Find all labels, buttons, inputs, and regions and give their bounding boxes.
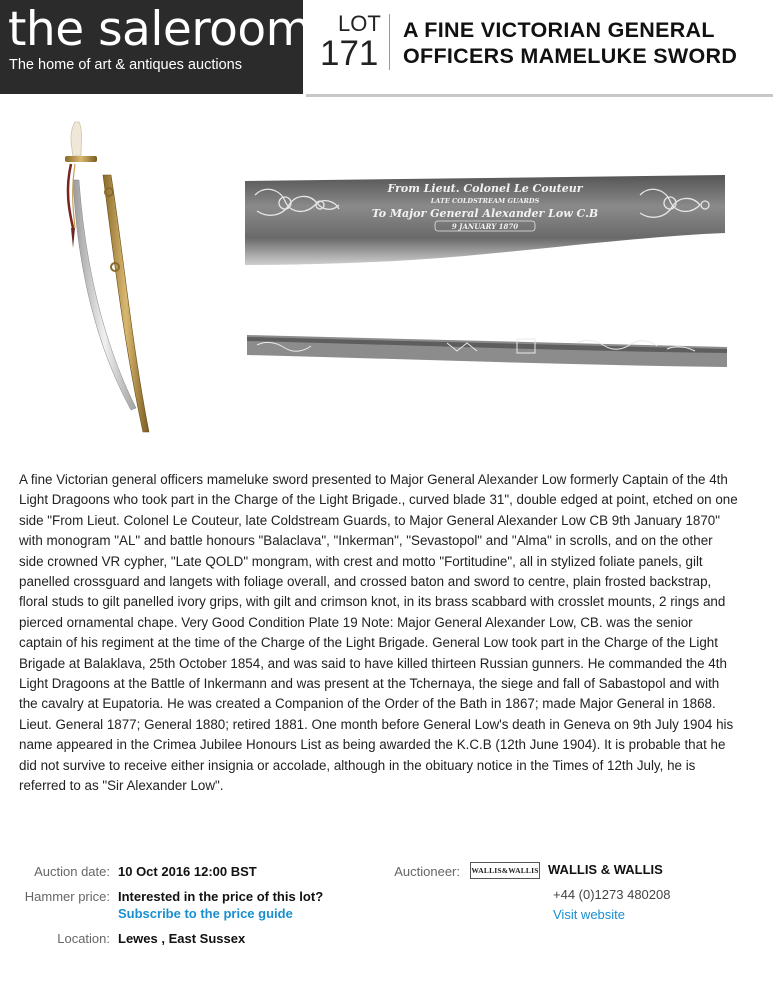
auctioneer-name: WALLIS & WALLIS — [548, 862, 663, 877]
subscribe-price-guide-link[interactable]: Subscribe to the price guide — [118, 906, 293, 921]
blade-inscription-line1: From Lieut. Colonel Le Couteur — [387, 182, 583, 195]
hammer-price-label: Hammer price: — [24, 889, 110, 904]
auctioneer-phone: +44 (0)1273 480208 — [553, 887, 671, 902]
lot-info — [0, 858, 773, 958]
auctioneer-label: Auctioneer: — [394, 864, 460, 879]
logo-title: the saleroom — [8, 2, 311, 57]
lot-divider — [389, 14, 390, 70]
lot-images — [0, 100, 773, 450]
visit-website-link[interactable]: Visit website — [553, 907, 626, 922]
location-value: Lewes , East Sussex — [118, 931, 246, 946]
auction-date-value: 10 Oct 2016 12:00 BST — [118, 864, 257, 879]
page-header — [0, 0, 773, 95]
logo-tagline: The home of art & antiques auctions — [9, 57, 242, 73]
blade-reverse-photo[interactable] — [247, 325, 727, 375]
location-label: Location: — [57, 931, 110, 946]
hammer-price-value: Interested in the price of this lot? — [118, 889, 324, 904]
blade-inscription-photo[interactable] — [245, 175, 725, 275]
lot-label: LOT — [338, 11, 381, 36]
blade-inscription-line3: To Major General Alexander Low C.B — [371, 207, 599, 220]
blade-inscription-line4: 9 JANUARY 1870 — [451, 222, 519, 231]
sword-photo[interactable] — [35, 110, 165, 445]
auctioneer-logo[interactable]: WALLIS&WALLIS — [470, 862, 540, 879]
site-logo[interactable] — [0, 0, 311, 94]
header-rule — [306, 94, 773, 97]
lot-description: A fine Victorian general officers mameluke sword presented to Major General Alexander Low formerly Captain of the 4th Light Dragoons who took part in the Charge of the Light Brigade., curved blade 31", double edged at point, etched on one side "From Lieut. Colonel Le Couteur, late Coldstream Guards, to Major General Alexander Low CB 9th January 1870" with monogram "AL" and battle honours "Balaclava", "Inkerman", "Sevastopol" and "Alma" in scrolls, and on the other side crowned VR cypher, "Late QOLD" mongram, with crest and motto "Fortitudine", all in stylized foliate panels, gilt panelled crossguard and langets with foliage overall, and crossed baton and sword to centre, plain frosted backstrap, floral studs to gilt panelled ivory grips, with gilt and crimson knot, in its brass scabbard with crosslet mounts, 2 rings and pierced ornamental chape. Very Good Condition Plate 19 Note: Major General Alexander Low, CB. was the senior captain of his regiment at the time of the Charge of the Light Brigade. General Low took part in the Charge of the Light Brigade at Balaklava, 25th October 1854, and was said to have killed thirteen Russian gunners. He commanded the 4th Light Dragoons at the Battle of Inkermann and was present at the Tchernaya, the siege and fall of Sabastopol and with the cavalry at Eupatoria. He was created a Companion of the Order of the Bath in 1867; made Major General in 1868. Lieut. General 1877; General 1880; retired 1881. One month before General Low's death in Geneva on 9th July 1904 his name appeared in the Crimea Jubilee Honours List as being awarded the K.C.B (12th June 1904). It is probable that he did not survive to receive either insignia or accolade, although in the obituary notice in the Times of 12th July, he is referred to as "Sir Alexander Low". — [19, 472, 738, 794]
lot-number: 171 — [320, 34, 379, 73]
auction-date-label: Auction date: — [34, 864, 110, 879]
lot-title: A FINE VICTORIAN GENERAL OFFICERS MAMELUKE SWORD — [403, 18, 738, 68]
blade-inscription-line2: LATE COLDSTREAM GUARDS — [430, 197, 540, 205]
